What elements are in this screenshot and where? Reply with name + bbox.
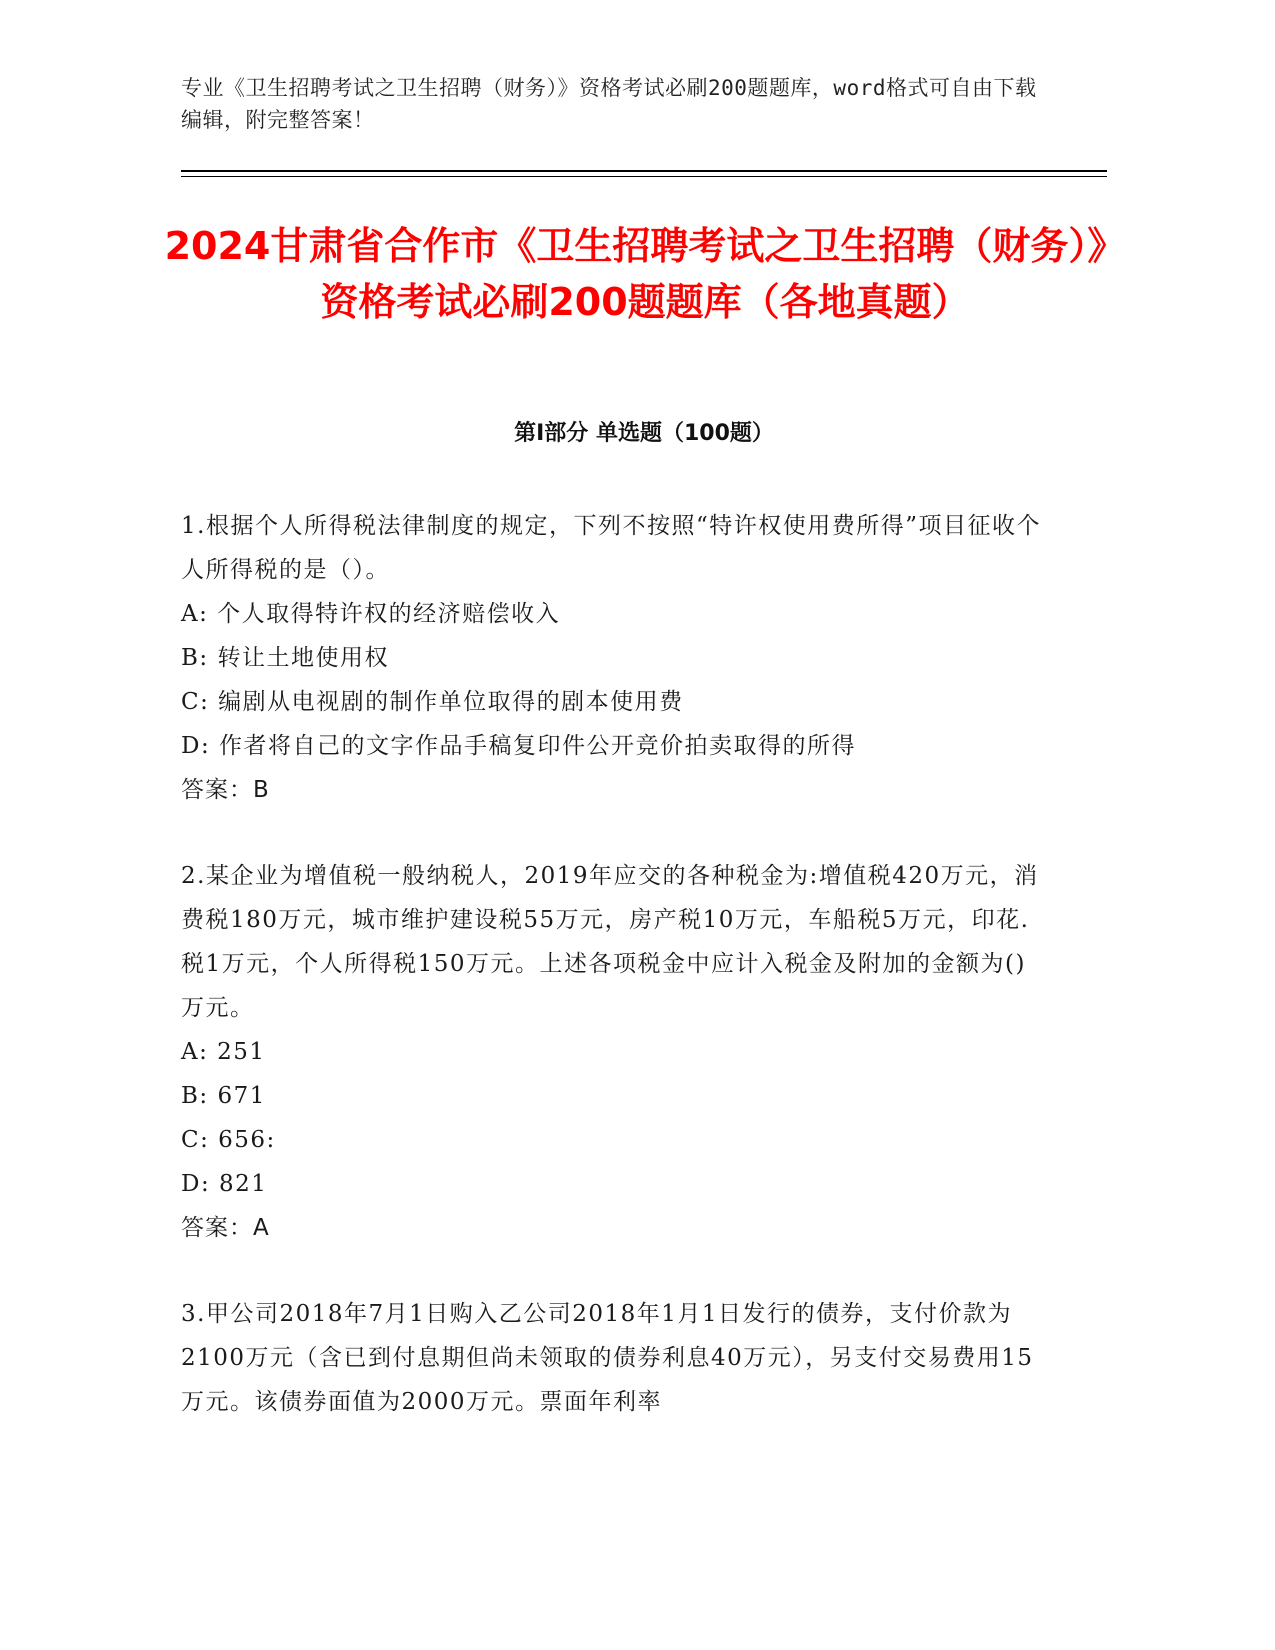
option-c: C: 编剧从电视剧的制作单位取得的剧本使用费 bbox=[181, 689, 684, 715]
section-title: 第I部分 单选题（100题） bbox=[514, 421, 774, 446]
question-3 bbox=[181, 1292, 1041, 1424]
header-rule-thin bbox=[181, 176, 1107, 177]
question-text: 1.根据个人所得税法律制度的规定，下列不按照“特许权使用费所得”项目征收个人所得税的是（）。 bbox=[181, 513, 1041, 583]
answer: 答案：B bbox=[181, 777, 270, 803]
question-2 bbox=[181, 854, 1041, 1250]
option-b: B: 转让土地使用权 bbox=[181, 645, 389, 671]
question-spacer bbox=[181, 1250, 1041, 1292]
question-text: 3.甲公司2018年7月1日购入乙公司2018年1月1日发行的债券，支付价款为2100万元（含已到付息期但尚未领取的债券利息40万元），另支付交易费用15万元。该债券面值为2000万元。票面年利率 bbox=[181, 1301, 1034, 1415]
document-title: 2024甘肃省合作市《卫生招聘考试之卫生招聘（财务）》资格考试必刷200题题库（各地真题） bbox=[164, 224, 1126, 324]
question-1 bbox=[181, 504, 1041, 812]
answer: 答案：A bbox=[181, 1215, 270, 1241]
option-b: B: 671 bbox=[181, 1083, 266, 1109]
question-list bbox=[181, 504, 1041, 1424]
option-d: D: 821 bbox=[181, 1171, 268, 1197]
question-spacer bbox=[181, 812, 1041, 854]
option-a: A: 251 bbox=[181, 1039, 266, 1065]
header-note: 专业《卫生招聘考试之卫生招聘（财务）》资格考试必刷200题题库，word格式可自由下载编辑，附完整答案！ bbox=[181, 76, 1037, 132]
option-c: C: 656: bbox=[181, 1127, 276, 1153]
header-rule-thick bbox=[181, 170, 1107, 172]
option-d: D: 作者将自己的文字作品手稿复印件公开竞价拍卖取得的所得 bbox=[181, 733, 857, 759]
option-a: A: 个人取得特许权的经济赔偿收入 bbox=[181, 601, 561, 627]
question-text: 2.某企业为增值税一般纳税人，2019年应交的各种税金为:增值税420万元，消费税180万元，城市维护建设税55万元，房产税10万元，车船税5万元，印花.税1万元，个人所得税150万元。上述各项税金中应计入税金及附加的金额为()万元。 bbox=[181, 863, 1039, 1021]
